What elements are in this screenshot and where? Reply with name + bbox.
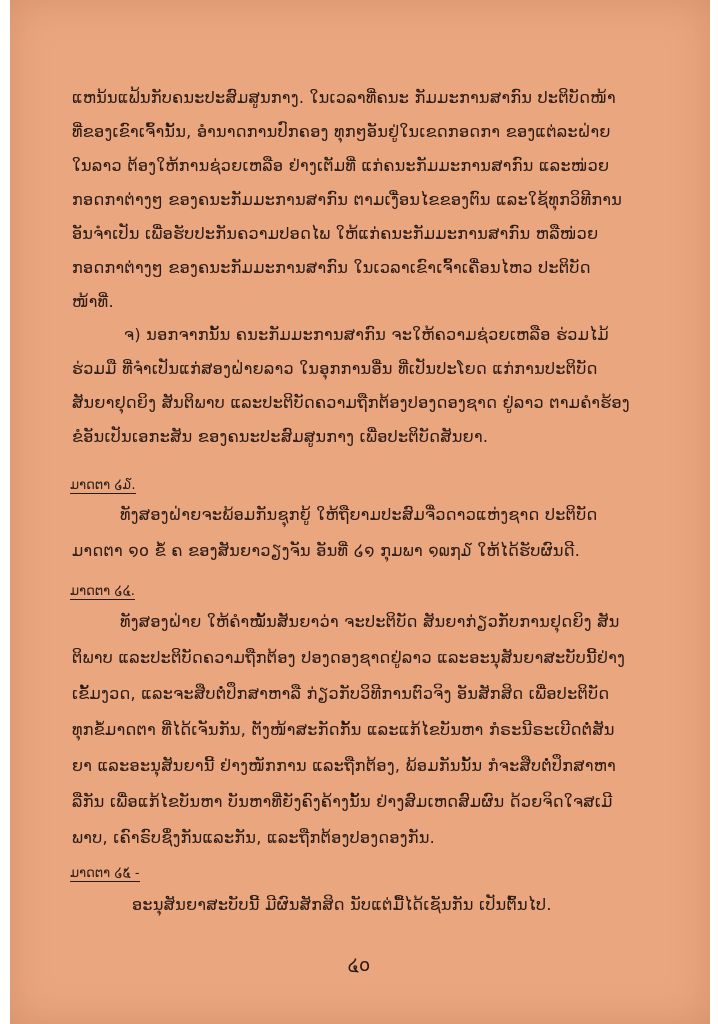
text-line: ສັນຍາຢຸດຍິງ ສັນຕິພາບ ແລະປະຕິບັດຄວາມຖືກຕ້ອງປອງດອງຊາດ ຢູ່ລາວ ຕາມຄຳຮ້ອງ (72, 393, 630, 412)
text-line: ຈ) ນອກຈາກນັ້ນ ຄນະກັມມະການສາກົນ ຈະໃຫ້ຄວາມຊ່ວຍເຫລືອ ຮ່ວມໄມ້ (124, 325, 609, 344)
text-line: ແຫນ້ນແຟ້ນກັບຄນະປະສົມສູນກາງ. ໃນເວລາທີ່ຄນະ ກັມມະການສາກົນ ປະຕິບັດໜ້າ (72, 88, 616, 107)
heading-text: ມາດຕາ ໒໕ - (70, 866, 140, 881)
text-line: ອັນຈຳເປັນ ເພື່ອຮັບປະກັນຄວາມປອດໄພ ໃຫ້ແກ່ຄນະກັມມະການສາກົນ ຫລືໜ່ວຍ (72, 224, 599, 243)
page-number: ໔໐ (347, 955, 371, 976)
text-line: ກອດກາຕ່າງໆ ຂອງຄນະກັມມະການສາກົນ ໃນເວລາເຂົາເຈົ້າເຄື່ອນໄຫວ ປະຕິບັດ (72, 258, 591, 277)
text-line: ອະນຸສັນຍາສະບັບນີ້ ມີຜົນສັກສິດ ນັບແຕ່ມື້ໄດ້ເຊັນກັນ ເປັນຕົ້ນໄປ. (132, 895, 552, 914)
text-line: ຍາ ແລະອະນຸສັນຍານີ້ ຢ່າງໜັກການ ແລະຖືກຕ້ອງ, ພ້ອມກັນນັ້ນ ກໍຈະສືບຕໍ່ປຶກສາຫາ (72, 756, 617, 775)
text-line: ມາດຕາ ໑໐ ຂໍ້ ຄ ຂອງສັນຍາວຽງຈັນ ອັນທີ່ ໒໑ ກຸມພາ ໑໙໗໓ ໃຫ້ໄດ້ຮັບຜົນດີ. (72, 541, 581, 560)
text-line: ລືກັນ ເພື່ອແກ້ໄຂບັນຫາ ບັນຫາທີ່ຍັງຄົງຄ້າງນັ້ນ ຢ່າງສົມເຫດສົມຜົນ ດ້ວຍຈິດໃຈສເມີ (72, 792, 613, 811)
text-line: ທັງສອງຝ່າຍ ໃຫ້ຄຳໝັ້ນສັນຍາວ່າ ຈະປະຕິບັດ ສັນຍາກ່ຽວກັບການຢຸດຍິງ ສັນ (120, 612, 620, 631)
text-line: ທັງສອງຝ່າຍຈະພ້ອມກັນຊຸກຍູ້ ໃຫ້ຖືຍາມປະສົມຈື່ວດາວແຫ່ງຊາດ ປະຕິບັດ (120, 505, 598, 524)
text-line: ກອດກາຕ່າງໆ ຂອງຄນະກັມມະການສາກົນ ຕາມເງື່ອນໄຂຂອງຕົນ ແລະໃຊ້ທຸກວິທີການ (72, 190, 623, 209)
text-line: ທຸກຂໍ້ມາດຕາ ທີ່ໄດ້ເຈັນກັນ, ຕັງໜ້າສະກັດກັ້ນ ແລະແກ້ໄຂບັນຫາ ກໍຣະນີຣະເບີດຕໍ່ສັນ (72, 720, 615, 739)
article-heading-63 (70, 478, 136, 493)
text-line: ຮ່ວມມື ທີ່ຈຳເປັນແກ່ສອງຝ່າຍລາວ ໃນອຸກການອື່ນ ທີ່ເປັນປະໂຍດ ແກ່ການປະຕິບັດ (72, 359, 598, 378)
text-line: ຂໍອັນເປັນເອກະສັນ ຂອງຄນະປະສົມສູນກາງ ເພື່ອປະຕິບັດສັນຍາ. (72, 427, 489, 446)
text-line: ຕິພາບ ແລະປະຕິບັດຄວາມຖືກຕ້ອງ ປອງດອງຊາດຢູ່ລາວ ແລະອະນຸສັນຍາສະບັບນີ້ຢ່າງ (72, 648, 626, 667)
text-line: ທີ່ຂອງເຂົາເຈົ້ານັ້ນ, ອຳນາດການປົກຄອງ ທຸກໆອັນຢູ່ໃນເຂດກອດກາ ຂອງແຕ່ລະຝ່າຍ (72, 122, 611, 141)
heading-text: ມາດຕາ ໒໓. (70, 478, 136, 493)
text-line: ເຂັ້ມງວດ, ແລະຈະສືບຕໍ່ປຶກສາຫາລື ກ່ຽວກັບວິທີການຕົວຈິງ ອັນສັກສິດ ເພື່ອປະຕິບັດ (72, 684, 610, 703)
text-line: ໃນລາວ ຕ້ອງໃຫ້ການຊ່ວຍເຫລືອ ຢ່າງເຕັມທີ່ ແກ່ຄນະກັມມະການສາກົນ ແລະໜ່ວຍ (72, 156, 610, 175)
text-line: ໜ້າທີ່. (72, 292, 114, 311)
heading-text: ມາດຕາ ໒໔. (70, 584, 135, 599)
text-line: ພາບ, ເຄົາຣົບຊຶ່ງກັນແລະກັນ, ແລະຖືກຕ້ອງປອງດອງກັນ. (72, 828, 436, 847)
article-heading-64 (70, 584, 135, 599)
article-heading-65 (70, 866, 140, 881)
